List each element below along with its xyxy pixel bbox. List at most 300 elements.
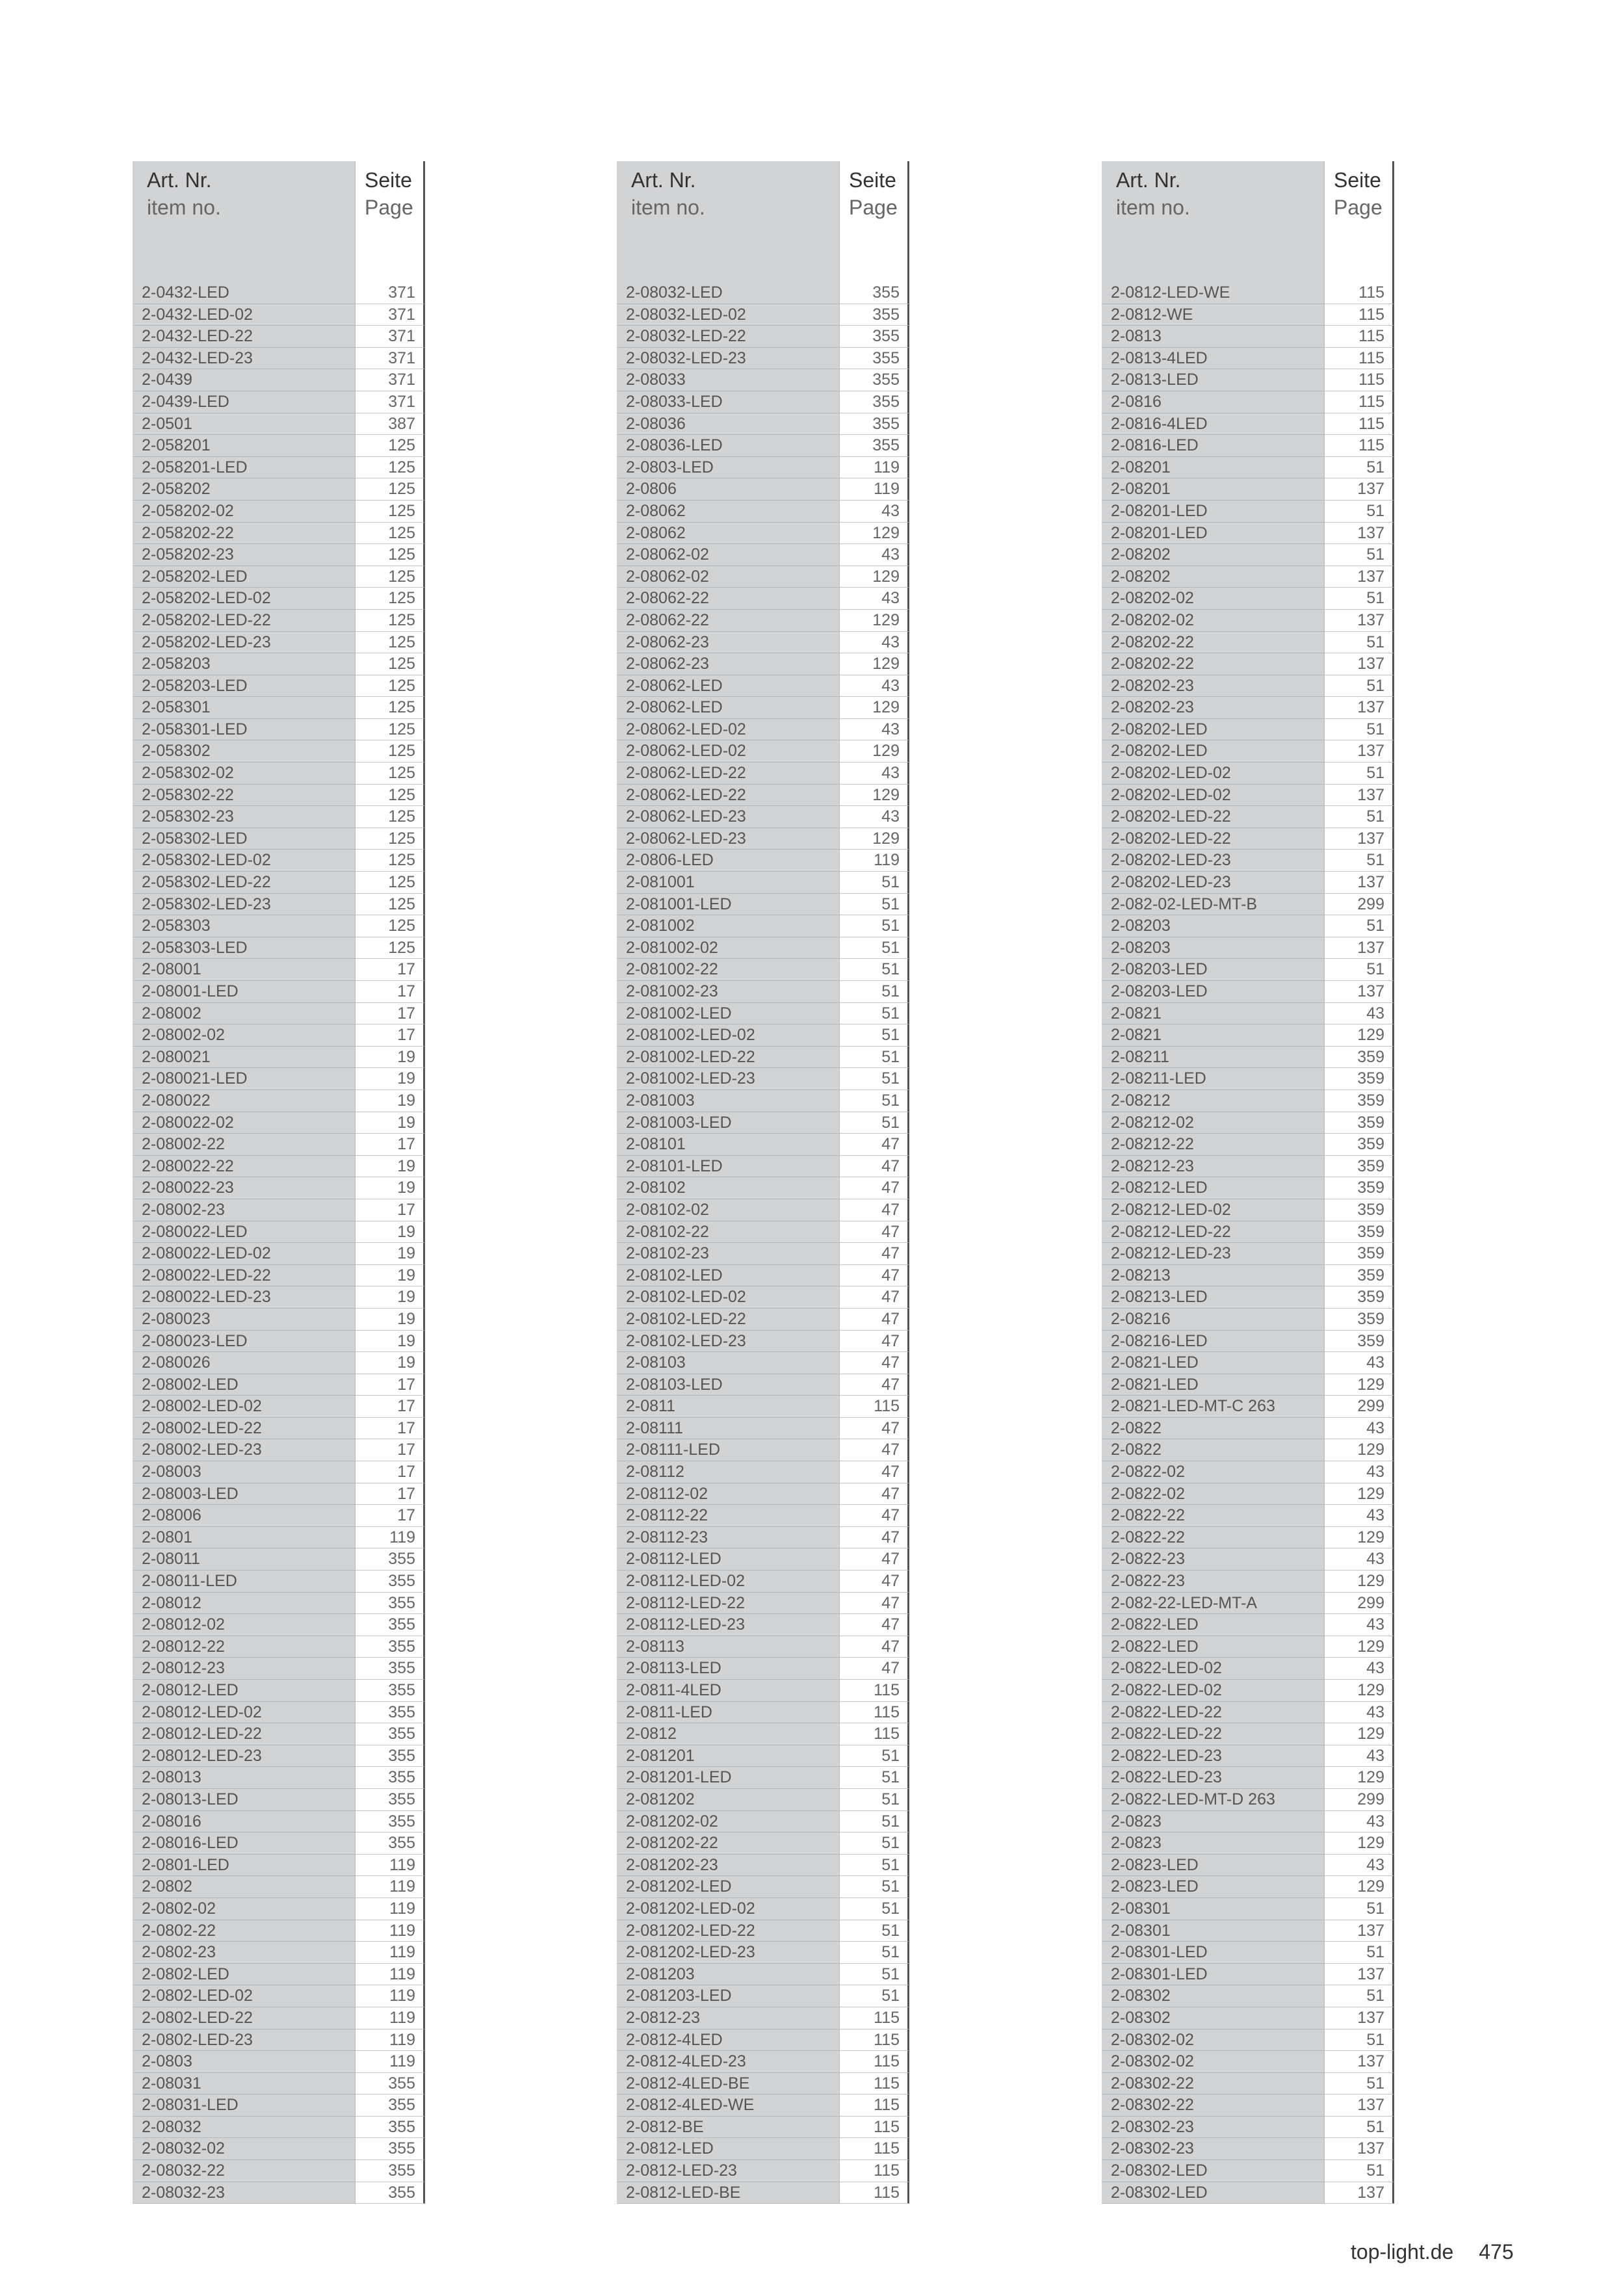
item-number: 2-0813 — [1102, 326, 1325, 348]
item-number: 2-08003 — [133, 1461, 356, 1483]
page-ref: 43 — [840, 544, 909, 566]
page-ref: 355 — [356, 1548, 425, 1571]
page-ref: 19 — [356, 1331, 425, 1353]
table-row — [617, 2138, 909, 2160]
page-ref: 137 — [1325, 2051, 1394, 2073]
item-number: 2-08203-LED — [1102, 981, 1325, 1003]
page-ref: 137 — [1325, 981, 1394, 1003]
item-number: 2-08032-LED-23 — [617, 348, 840, 370]
item-number: 2-0811-4LED — [617, 1680, 840, 1702]
index-rows — [617, 282, 909, 2204]
item-number: 2-08003-LED — [133, 1483, 356, 1506]
page-ref: 125 — [356, 675, 425, 698]
item-number: 2-08112-22 — [617, 1505, 840, 1527]
page-ref: 125 — [356, 828, 425, 850]
page-ref: 355 — [840, 391, 909, 413]
page-ref: 47 — [840, 1527, 909, 1549]
page-ref: 43 — [840, 675, 909, 698]
page-ref: 47 — [840, 1286, 909, 1309]
table-row — [617, 1024, 909, 1047]
table-row — [133, 697, 425, 719]
item-number: 2-08006 — [133, 1505, 356, 1527]
item-number: 2-0821-LED — [1102, 1374, 1325, 1396]
table-row — [1102, 2160, 1394, 2182]
item-number: 2-0822-LED-22 — [1102, 1702, 1325, 1724]
item-number: 2-0806-LED — [617, 850, 840, 872]
table-row — [617, 632, 909, 654]
page-ref: 43 — [1325, 1352, 1394, 1374]
seite-label: Seite — [849, 168, 896, 192]
table-row — [1102, 1571, 1394, 1593]
table-row — [133, 1811, 425, 1833]
index-rows — [133, 282, 425, 2204]
table-row — [1102, 435, 1394, 457]
item-number: 2-08062-23 — [617, 653, 840, 675]
item-number: 2-08202 — [1102, 566, 1325, 588]
table-row — [617, 1658, 909, 1680]
page-ref: 47 — [840, 1156, 909, 1178]
page-ref: 115 — [840, 2160, 909, 2182]
page-ref: 355 — [840, 435, 909, 457]
item-number: 2-08203 — [1102, 915, 1325, 937]
item-number: 2-08102 — [617, 1177, 840, 1199]
table-row — [1102, 850, 1394, 872]
page-ref: 47 — [840, 1571, 909, 1593]
page-ref: 51 — [1325, 1985, 1394, 2007]
table-row — [133, 653, 425, 675]
item-number: 2-0439 — [133, 369, 356, 391]
table-row — [1102, 391, 1394, 413]
page-ref: 51 — [840, 1745, 909, 1768]
table-row — [617, 1286, 909, 1309]
table-row — [617, 1942, 909, 1964]
item-number: 2-08111-LED — [617, 1439, 840, 1461]
table-row — [133, 1177, 425, 1199]
table-row — [1102, 806, 1394, 828]
table-row — [617, 740, 909, 763]
item-number: 2-0802-LED-02 — [133, 1985, 356, 2007]
item-number: 2-08302-02 — [1102, 2051, 1325, 2073]
table-row — [617, 1898, 909, 1920]
page-ref: 119 — [356, 1855, 425, 1877]
page-ref: 129 — [840, 523, 909, 545]
item-number: 2-0821 — [1102, 1024, 1325, 1047]
item-number: 2-08033 — [617, 369, 840, 391]
item-number: 2-08062-LED-22 — [617, 763, 840, 785]
page-ref: 47 — [840, 1265, 909, 1287]
item-number: 2-0802-LED — [133, 1964, 356, 1986]
item-number: 2-08203 — [1102, 937, 1325, 959]
item-number: 2-08302-23 — [1102, 2117, 1325, 2139]
page-ref: 115 — [840, 2073, 909, 2095]
table-row — [617, 763, 909, 785]
page-ref: 47 — [840, 1134, 909, 1156]
table-row — [617, 1090, 909, 1112]
item-number: 2-058302-LED-22 — [133, 872, 356, 894]
item-number: 2-08011-LED — [133, 1571, 356, 1593]
table-row — [1102, 937, 1394, 959]
item-number: 2-08203-LED — [1102, 959, 1325, 981]
table-row — [1102, 2029, 1394, 2052]
page-ref: 387 — [356, 413, 425, 436]
page-ref: 115 — [840, 1396, 909, 1418]
index-column-3 — [1102, 161, 1394, 2204]
table-row — [133, 2051, 425, 2073]
item-number: 2-08302-02 — [1102, 2029, 1325, 2052]
page-ref: 355 — [356, 1593, 425, 1615]
item-number: 2-08031 — [133, 2073, 356, 2095]
table-row — [617, 544, 909, 566]
table-row — [617, 1243, 909, 1265]
table-row — [617, 1702, 909, 1724]
item-number: 2-0812-4LED-23 — [617, 2051, 840, 2073]
item-number: 2-08201-LED — [1102, 501, 1325, 523]
item-number: 2-08062-02 — [617, 566, 840, 588]
item-number: 2-08202-LED-02 — [1102, 763, 1325, 785]
page-ref: 51 — [840, 1090, 909, 1112]
page-ref: 17 — [356, 1418, 425, 1440]
page-ref: 19 — [356, 1090, 425, 1112]
item-number: 2-081202-02 — [617, 1811, 840, 1833]
table-row — [617, 2117, 909, 2139]
item-number: 2-08302-22 — [1102, 2073, 1325, 2095]
table-row — [617, 1265, 909, 1287]
page-ref: 43 — [840, 588, 909, 610]
table-row — [133, 1985, 425, 2007]
item-number: 2-08012-LED-23 — [133, 1745, 356, 1768]
table-row — [133, 981, 425, 1003]
item-number: 2-08302-22 — [1102, 2094, 1325, 2117]
item-number: 2-08012-LED-02 — [133, 1702, 356, 1724]
item-number: 2-081001 — [617, 872, 840, 894]
page-ref: 137 — [1325, 2007, 1394, 2029]
item-number: 2-08202-LED — [1102, 740, 1325, 763]
item-number: 2-08062-23 — [617, 632, 840, 654]
table-row — [1102, 326, 1394, 348]
art-nr-header — [133, 161, 356, 282]
table-row — [1102, 632, 1394, 654]
item-number: 2-0822-LED-23 — [1102, 1767, 1325, 1789]
page-ref: 43 — [1325, 1745, 1394, 1768]
page-ref: 137 — [1325, 610, 1394, 632]
item-number: 2-08001 — [133, 959, 356, 981]
item-number: 2-08212-LED — [1102, 1177, 1325, 1199]
table-row — [1102, 2117, 1394, 2139]
page-ref: 115 — [840, 1702, 909, 1724]
item-number: 2-08016 — [133, 1811, 356, 1833]
table-row — [617, 1112, 909, 1134]
table-row — [1102, 348, 1394, 370]
item-number: 2-08216 — [1102, 1309, 1325, 1331]
page-ref: 115 — [840, 1723, 909, 1745]
page-ref: 51 — [840, 1876, 909, 1898]
page-ref: 115 — [840, 1680, 909, 1702]
seite-label: Seite — [365, 168, 412, 192]
page-ref: 371 — [356, 304, 425, 326]
page-ref: 137 — [1325, 523, 1394, 545]
art-nr-header — [617, 161, 840, 282]
page-ref: 43 — [1325, 1461, 1394, 1483]
item-number: 2-0802-22 — [133, 1920, 356, 1942]
table-row — [1102, 2138, 1394, 2160]
art-nr-label: Art. Nr. — [147, 168, 212, 192]
item-number: 2-08011 — [133, 1548, 356, 1571]
index-column-1 — [133, 161, 425, 2204]
item-number: 2-0432-LED-02 — [133, 304, 356, 326]
item-number: 2-0811-LED — [617, 1702, 840, 1724]
index-column-2 — [617, 161, 909, 2204]
item-number: 2-0822-22 — [1102, 1527, 1325, 1549]
table-row — [617, 1309, 909, 1331]
table-row — [133, 1745, 425, 1768]
item-number: 2-08301 — [1102, 1898, 1325, 1920]
item-number: 2-058302-23 — [133, 806, 356, 828]
table-row — [133, 2182, 425, 2204]
website-link[interactable]: top-light.de — [1351, 2240, 1454, 2263]
art-nr-label: Art. Nr. — [1116, 168, 1181, 192]
page-ref: 359 — [1325, 1199, 1394, 1221]
item-number: 2-08032-LED-02 — [617, 304, 840, 326]
item-number: 2-08302-LED — [1102, 2182, 1325, 2204]
page-ref: 51 — [840, 894, 909, 916]
item-number: 2-0811 — [617, 1396, 840, 1418]
table-row — [617, 1593, 909, 1615]
item-number: 2-081002-LED-23 — [617, 1068, 840, 1090]
item-number: 2-058303 — [133, 915, 356, 937]
item-number: 2-08112-LED-22 — [617, 1593, 840, 1615]
table-row — [1102, 1855, 1394, 1877]
seite-label: Seite — [1334, 168, 1381, 192]
item-number: 2-08302 — [1102, 1985, 1325, 2007]
page-ref: 51 — [840, 1920, 909, 1942]
page-ref: 43 — [840, 501, 909, 523]
page-ref: 129 — [1325, 1439, 1394, 1461]
table-row — [1102, 501, 1394, 523]
table-row — [133, 1942, 425, 1964]
page-ref: 51 — [1325, 959, 1394, 981]
table-row — [617, 1352, 909, 1374]
page-ref: 355 — [356, 1745, 425, 1768]
table-row — [1102, 1396, 1394, 1418]
page-ref: 125 — [356, 544, 425, 566]
item-number: 2-08062-LED — [617, 675, 840, 698]
table-row — [133, 369, 425, 391]
table-row — [1102, 828, 1394, 850]
table-row — [1102, 1614, 1394, 1636]
table-row — [617, 785, 909, 807]
item-number: 2-0822 — [1102, 1439, 1325, 1461]
page-ref: 51 — [1325, 850, 1394, 872]
item-number: 2-080022 — [133, 1090, 356, 1112]
table-row — [617, 566, 909, 588]
item-number: 2-0802-23 — [133, 1942, 356, 1964]
page-ref: 125 — [356, 697, 425, 719]
item-number: 2-081201-LED — [617, 1767, 840, 1789]
page-ref: 355 — [356, 1833, 425, 1855]
page-ref: 47 — [840, 1636, 909, 1658]
page-ref: 355 — [356, 1789, 425, 1811]
table-row — [133, 915, 425, 937]
item-number: 2-08062-LED-23 — [617, 806, 840, 828]
item-number: 2-058202 — [133, 478, 356, 501]
table-row — [617, 1855, 909, 1877]
page-ref: 43 — [1325, 1003, 1394, 1025]
table-row — [1102, 1898, 1394, 1920]
item-number: 2-08033-LED — [617, 391, 840, 413]
page-label: Page — [365, 196, 413, 219]
table-row — [1102, 2182, 1394, 2204]
table-row — [133, 2029, 425, 2052]
item-number: 2-058202-LED-22 — [133, 610, 356, 632]
item-number: 2-08212-22 — [1102, 1134, 1325, 1156]
item-number: 2-08013 — [133, 1767, 356, 1789]
page-ref: 137 — [1325, 1920, 1394, 1942]
table-row — [133, 1593, 425, 1615]
item-number: 2-0822-23 — [1102, 1571, 1325, 1593]
page-ref: 137 — [1325, 828, 1394, 850]
page-ref: 119 — [356, 1942, 425, 1964]
table-row — [617, 981, 909, 1003]
item-number: 2-08032 — [133, 2117, 356, 2139]
item-number: 2-0812-BE — [617, 2117, 840, 2139]
table-row — [1102, 1134, 1394, 1156]
table-row — [617, 369, 909, 391]
table-row — [1102, 1068, 1394, 1090]
table-row — [133, 1833, 425, 1855]
page-ref: 355 — [356, 1680, 425, 1702]
table-row — [617, 915, 909, 937]
page-ref: 355 — [356, 2138, 425, 2160]
table-row — [133, 937, 425, 959]
item-number: 2-08016-LED — [133, 1833, 356, 1855]
item-number: 2-08202-LED-23 — [1102, 850, 1325, 872]
page-ref: 19 — [356, 1265, 425, 1287]
table-row — [617, 1527, 909, 1549]
item-number: 2-081202 — [617, 1789, 840, 1811]
item-number: 2-08211 — [1102, 1047, 1325, 1069]
page-ref: 371 — [356, 369, 425, 391]
item-number: 2-08301 — [1102, 1920, 1325, 1942]
item-number: 2-08062-LED-02 — [617, 719, 840, 741]
page-ref: 137 — [1325, 697, 1394, 719]
table-row — [617, 501, 909, 523]
page-ref: 359 — [1325, 1068, 1394, 1090]
table-row — [1102, 2073, 1394, 2095]
page-ref: 129 — [840, 785, 909, 807]
table-row — [617, 1964, 909, 1986]
item-number: 2-081002-02 — [617, 937, 840, 959]
item-number: 2-08302-LED — [1102, 2160, 1325, 2182]
item-number: 2-0801 — [133, 1527, 356, 1549]
item-number: 2-08112 — [617, 1461, 840, 1483]
item-number: 2-08113-LED — [617, 1658, 840, 1680]
page-ref: 17 — [356, 1374, 425, 1396]
table-row — [1102, 1047, 1394, 1069]
item-number: 2-058201 — [133, 435, 356, 457]
page-ref: 47 — [840, 1614, 909, 1636]
item-number: 2-08202-23 — [1102, 697, 1325, 719]
table-row — [133, 1920, 425, 1942]
page-ref: 359 — [1325, 1265, 1394, 1287]
page-ref: 51 — [1325, 915, 1394, 937]
page-ref: 355 — [356, 1702, 425, 1724]
item-number: 2-0821-LED-MT-C 263 — [1102, 1396, 1325, 1418]
page-ref: 299 — [1325, 1593, 1394, 1615]
page-ref: 355 — [356, 1658, 425, 1680]
item-number: 2-08301-LED — [1102, 1964, 1325, 1986]
page-ref: 51 — [840, 872, 909, 894]
item-no-label: item no. — [631, 196, 705, 219]
item-no-label: item no. — [1116, 196, 1190, 219]
page-ref: 129 — [840, 610, 909, 632]
item-number: 2-08036-LED — [617, 435, 840, 457]
table-row — [133, 1134, 425, 1156]
item-number: 2-081202-LED — [617, 1876, 840, 1898]
table-row — [617, 348, 909, 370]
page-label: Page — [849, 196, 898, 219]
page-ref: 43 — [1325, 1811, 1394, 1833]
item-number: 2-058301 — [133, 697, 356, 719]
table-row — [133, 1156, 425, 1178]
table-row — [133, 1374, 425, 1396]
item-number: 2-0816-4LED — [1102, 413, 1325, 436]
item-number: 2-08062 — [617, 523, 840, 545]
table-row — [1102, 697, 1394, 719]
table-row — [133, 1286, 425, 1309]
table-row — [133, 610, 425, 632]
item-number: 2-081002-LED-22 — [617, 1047, 840, 1069]
table-row — [133, 1047, 425, 1069]
table-row — [1102, 1221, 1394, 1244]
item-number: 2-08032-22 — [133, 2160, 356, 2182]
page-ref: 129 — [1325, 1833, 1394, 1855]
page-ref: 115 — [840, 2051, 909, 2073]
page-ref: 119 — [356, 1876, 425, 1898]
page-ref: 51 — [840, 1964, 909, 1986]
table-row — [1102, 1418, 1394, 1440]
page-ref: 43 — [1325, 1418, 1394, 1440]
table-row — [1102, 1003, 1394, 1025]
item-number: 2-08111 — [617, 1418, 840, 1440]
page-ref: 47 — [840, 1439, 909, 1461]
page-ref: 129 — [1325, 1636, 1394, 1658]
page-ref: 51 — [840, 1024, 909, 1047]
table-row — [133, 1024, 425, 1047]
page-ref: 47 — [840, 1374, 909, 1396]
page-ref: 125 — [356, 806, 425, 828]
page-ref: 17 — [356, 1199, 425, 1221]
table-row — [1102, 1527, 1394, 1549]
item-number: 2-08062-02 — [617, 544, 840, 566]
item-number: 2-08103-LED — [617, 1374, 840, 1396]
page-ref: 47 — [840, 1418, 909, 1440]
page-ref: 51 — [1325, 501, 1394, 523]
page-ref: 355 — [356, 2073, 425, 2095]
table-row — [617, 1483, 909, 1506]
table-row — [133, 1876, 425, 1898]
item-number: 2-0812-4LED-WE — [617, 2094, 840, 2117]
page-ref: 129 — [840, 828, 909, 850]
page-ref: 129 — [1325, 1527, 1394, 1549]
item-number: 2-08012-23 — [133, 1658, 356, 1680]
page-ref: 17 — [356, 1439, 425, 1461]
table-row — [1102, 740, 1394, 763]
page-ref: 137 — [1325, 872, 1394, 894]
table-row — [617, 435, 909, 457]
item-number: 2-080026 — [133, 1352, 356, 1374]
table-row — [133, 1658, 425, 1680]
item-number: 2-0801-LED — [133, 1855, 356, 1877]
